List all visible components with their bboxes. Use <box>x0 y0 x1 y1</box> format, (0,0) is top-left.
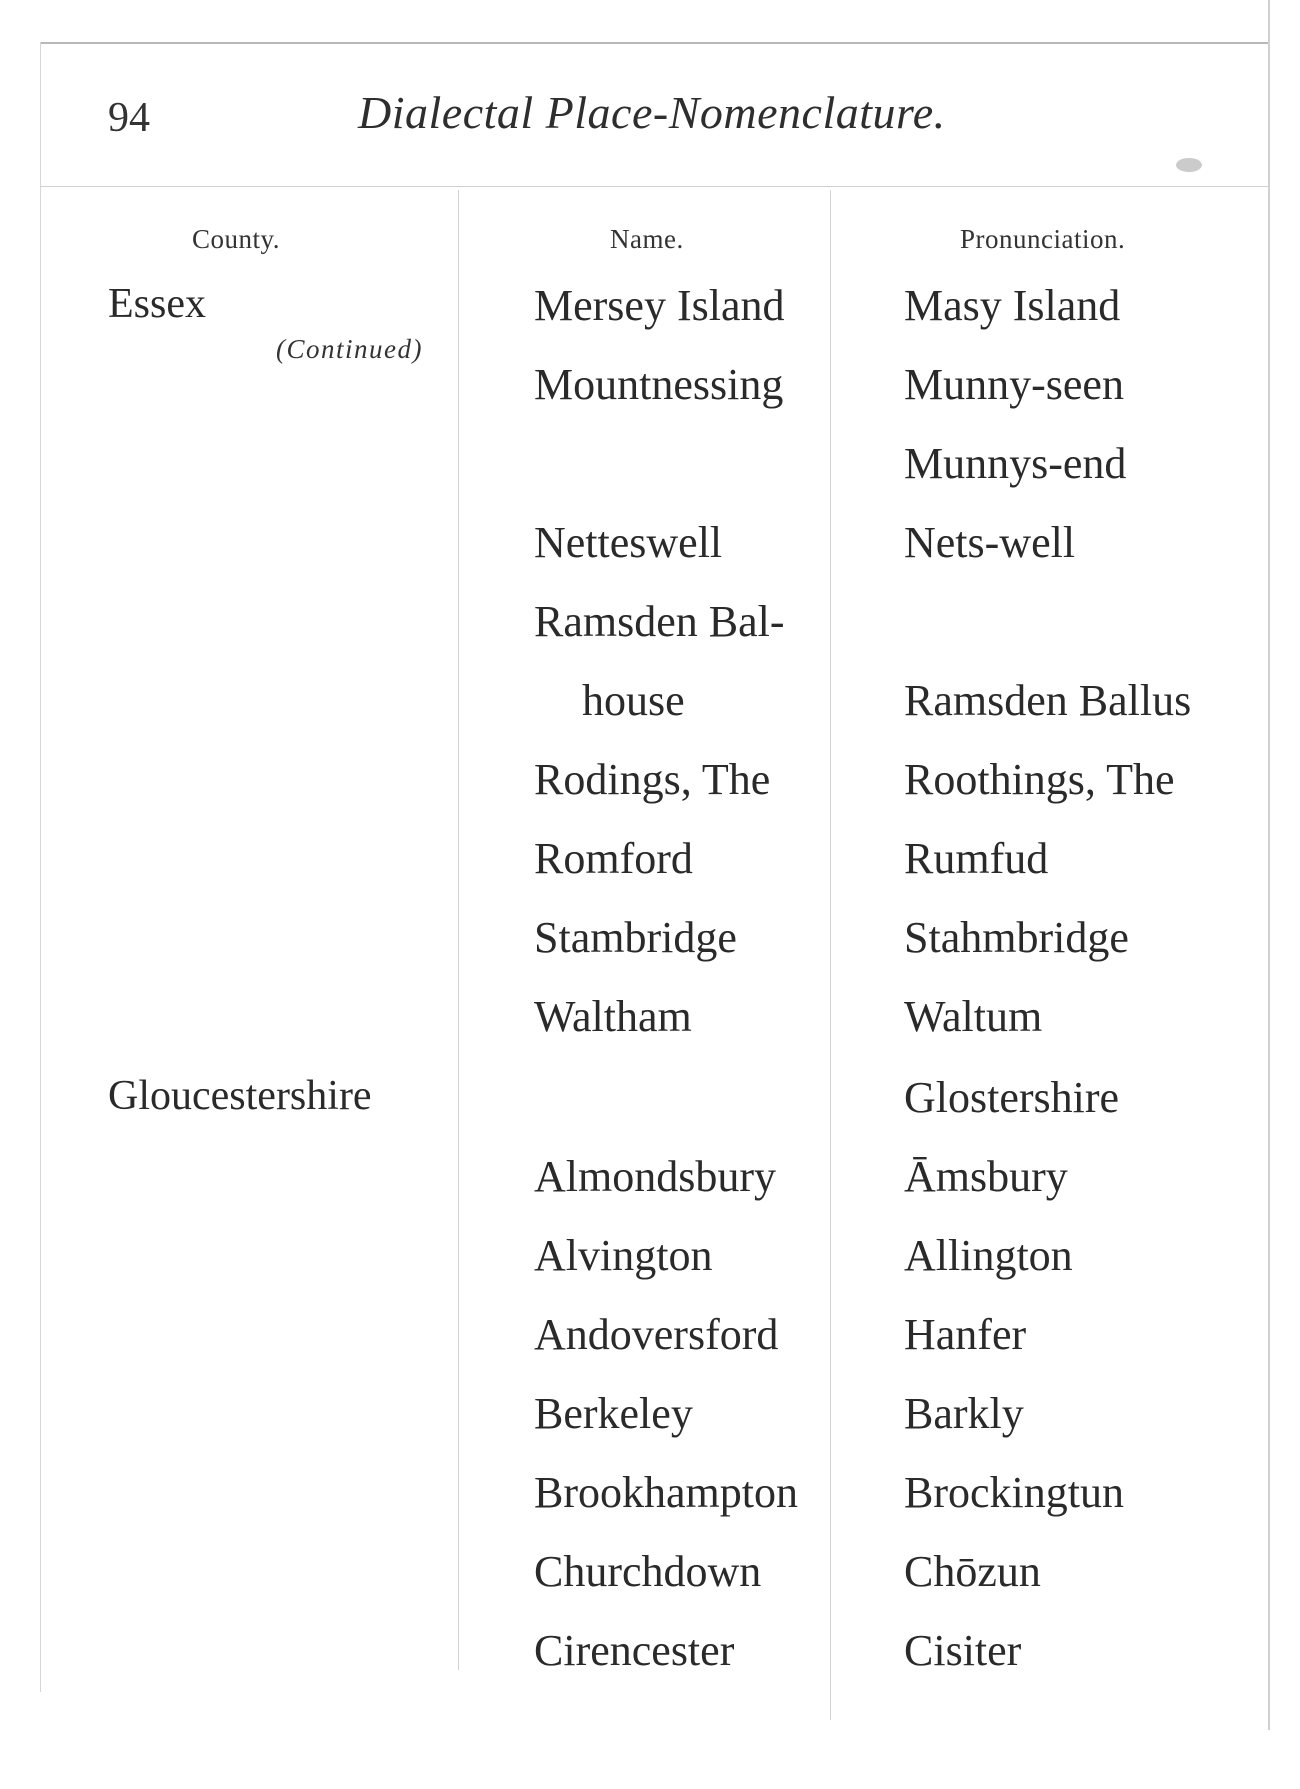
place-pronunciation: Ramsden Ballus <box>904 676 1192 725</box>
table-row <box>0 1625 1300 1685</box>
table-row <box>0 517 1300 577</box>
table-row <box>0 1151 1300 1211</box>
place-pronunciation: Masy Island <box>904 281 1121 330</box>
place-pronunciation: Glostershire <box>904 1073 1120 1122</box>
running-title: Dialectal Place-Nomenclature. <box>358 87 946 138</box>
county-essex: Essex <box>108 281 206 327</box>
place-pronunciation: Allington <box>904 1231 1073 1280</box>
table-row <box>0 754 1300 814</box>
county-continued-note: (Continued) <box>276 334 423 364</box>
place-name: Netteswell <box>534 518 723 567</box>
table-row <box>0 1072 1300 1132</box>
table-row <box>0 359 1300 419</box>
table-row <box>0 912 1300 972</box>
table-row <box>0 1230 1300 1290</box>
column-header-name: Name. <box>610 224 684 254</box>
column-header-pronunciation: Pronunciation. <box>960 224 1126 254</box>
place-pronunciation: Stahmbridge <box>904 913 1129 962</box>
place-pronunciation: Chōzun <box>904 1547 1041 1596</box>
table-row <box>0 438 1300 498</box>
place-name: Andoversford <box>534 1310 779 1359</box>
place-pronunciation: Munny-seen <box>904 360 1124 409</box>
table-row <box>0 1309 1300 1369</box>
table-row <box>0 596 1300 656</box>
place-pronunciation: Hanfer <box>904 1310 1027 1359</box>
place-pronunciation: Barkly <box>904 1389 1024 1438</box>
place-name: Berkeley <box>534 1389 693 1438</box>
place-pronunciation: Waltum <box>904 992 1043 1041</box>
place-pronunciation: Roothings, The <box>904 755 1175 804</box>
place-pronunciation: Brockingtun <box>904 1468 1124 1517</box>
place-name: Waltham <box>534 992 692 1041</box>
place-name: Mountnessing <box>534 360 784 409</box>
place-name: Romford <box>534 834 693 883</box>
place-pronunciation: Cisiter <box>904 1626 1022 1675</box>
place-name: house <box>582 676 685 725</box>
table-row <box>0 1467 1300 1527</box>
place-pronunciation: Nets-well <box>904 518 1076 567</box>
table-row <box>0 991 1300 1051</box>
county-gloucestershire: Gloucestershire <box>108 1073 372 1119</box>
place-name: Ramsden Bal- <box>534 597 785 646</box>
place-name: Mersey Island <box>534 281 785 330</box>
table-row <box>0 1546 1300 1606</box>
place-pronunciation: Munnys-end <box>904 439 1127 488</box>
table-row <box>0 1388 1300 1448</box>
place-name: Stambridge <box>534 913 737 962</box>
place-name: Alvington <box>534 1231 713 1280</box>
table-row <box>0 280 1300 340</box>
table-row <box>0 833 1300 893</box>
place-pronunciation: Āmsbury <box>904 1152 1068 1201</box>
page-number: 94 <box>108 95 150 141</box>
column-header-county: County. <box>192 224 281 254</box>
place-name: Brookhampton <box>534 1468 798 1517</box>
table-row <box>0 675 1300 735</box>
place-pronunciation: Rumfud <box>904 834 1049 883</box>
place-name: Rodings, The <box>534 755 771 804</box>
place-name: Churchdown <box>534 1547 762 1596</box>
place-name: Almondsbury <box>534 1152 776 1201</box>
place-name: Cirencester <box>534 1626 735 1675</box>
